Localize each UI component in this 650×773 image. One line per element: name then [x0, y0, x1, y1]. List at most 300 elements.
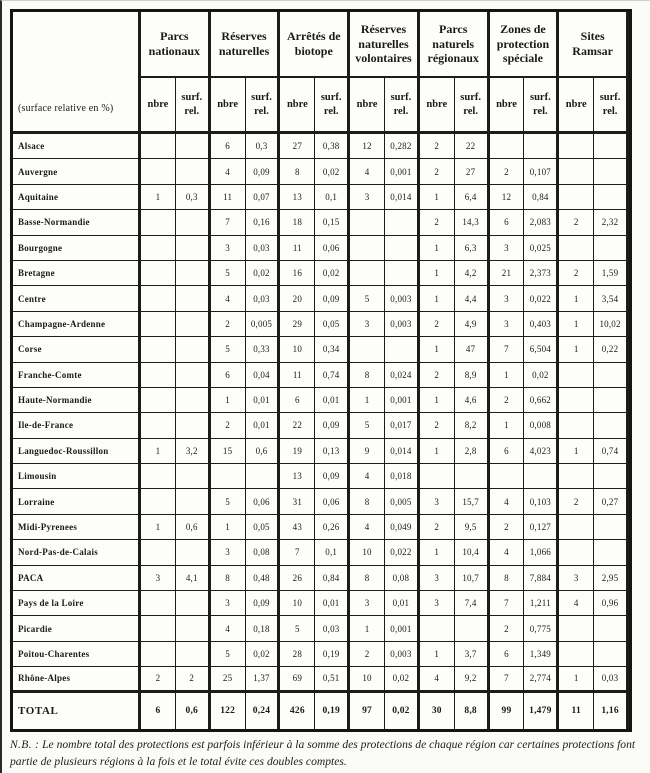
column-group-header: Arrêtés de biotope	[280, 12, 350, 78]
data-cell: 15,7	[455, 489, 490, 514]
data-cell: 0,13	[315, 439, 350, 464]
data-cell: 0,48	[246, 566, 281, 591]
data-cell: 0,003	[385, 312, 420, 337]
data-cell: 0,84	[524, 185, 559, 210]
data-cell	[594, 363, 629, 388]
data-cell: 6,3	[455, 236, 490, 261]
data-cell: 0,15	[315, 210, 350, 235]
region-label: Midi-Pyrenees	[13, 515, 141, 540]
data-cell: 2	[559, 489, 594, 514]
data-cell: 2,774	[524, 667, 559, 692]
data-cell: 0,02	[385, 667, 420, 692]
data-cell: 2	[559, 210, 594, 235]
data-cell: 1	[420, 388, 455, 413]
data-cell: 0,03	[594, 667, 629, 692]
data-cell: 1	[420, 286, 455, 311]
data-cell: 4,9	[455, 312, 490, 337]
data-cell	[141, 261, 176, 286]
total-cell: 1,479	[524, 693, 559, 729]
data-cell	[594, 134, 629, 159]
region-label: Alsace	[13, 134, 141, 159]
data-cell: 7,4	[455, 591, 490, 616]
total-cell: 0,02	[385, 693, 420, 729]
nb-note	[10, 737, 644, 771]
data-cell: 0,02	[315, 159, 350, 184]
data-cell: 1	[211, 515, 246, 540]
data-cell	[350, 236, 385, 261]
data-cell: 13	[280, 185, 315, 210]
data-cell: 7	[280, 540, 315, 565]
data-cell: 1	[420, 236, 455, 261]
data-cell: 26	[280, 566, 315, 591]
data-cell	[141, 337, 176, 362]
data-cell: 0,08	[385, 566, 420, 591]
data-cell: 3	[350, 185, 385, 210]
data-cell: 4	[420, 667, 455, 692]
data-cell	[559, 388, 594, 413]
data-cell: 0,09	[315, 286, 350, 311]
region-label: Languedoc-Roussillon	[13, 439, 141, 464]
data-cell: 2	[420, 159, 455, 184]
data-cell	[420, 464, 455, 489]
data-cell	[385, 261, 420, 286]
region-label: Corse	[13, 337, 141, 362]
data-cell	[176, 210, 211, 235]
data-cell: 8,2	[455, 413, 490, 438]
region-label: Picardie	[13, 616, 141, 641]
data-cell: 0,07	[246, 185, 281, 210]
data-cell: 31	[280, 489, 315, 514]
data-cell: 2	[420, 134, 455, 159]
data-cell: 0,33	[246, 337, 281, 362]
data-cell: 2,32	[594, 210, 629, 235]
data-cell: 4	[211, 159, 246, 184]
data-cell: 1	[490, 413, 525, 438]
subheader-nbre: nbre	[559, 78, 594, 134]
data-cell	[176, 413, 211, 438]
data-cell	[559, 134, 594, 159]
data-cell: 1	[211, 388, 246, 413]
data-cell	[420, 616, 455, 641]
data-cell: 10	[280, 591, 315, 616]
data-cell: 0,02	[246, 642, 281, 667]
data-cell	[385, 337, 420, 362]
data-cell	[559, 464, 594, 489]
column-group-header: Réserves naturelles volontaires	[350, 12, 420, 78]
data-cell	[141, 236, 176, 261]
data-cell: 2	[350, 642, 385, 667]
subheader-surf-rel: surf. rel.	[524, 78, 559, 134]
data-cell: 14,3	[455, 210, 490, 235]
region-label: PACA	[13, 566, 141, 591]
data-cell: 0,09	[315, 464, 350, 489]
data-cell: 3	[420, 591, 455, 616]
data-cell: 3,54	[594, 286, 629, 311]
data-cell: 47	[455, 337, 490, 362]
data-cell: 5	[211, 642, 246, 667]
data-cell: 0,014	[385, 439, 420, 464]
nb-text: Le nombre total des protections est parfois inférieur à la somme des protections de chaque région car certaines protections font partie de plusieurs régions à la fois et le total évite ces doubles comptes.	[10, 738, 636, 768]
data-cell: 6	[490, 642, 525, 667]
data-cell: 5	[350, 413, 385, 438]
total-cell: 99	[490, 693, 525, 729]
data-cell: 2	[559, 261, 594, 286]
data-cell: 3	[490, 236, 525, 261]
data-cell: 0,001	[385, 616, 420, 641]
data-cell: 4,1	[176, 566, 211, 591]
data-cell	[176, 489, 211, 514]
data-cell: 1,349	[524, 642, 559, 667]
data-cell: 0,02	[524, 363, 559, 388]
data-cell: 5	[211, 337, 246, 362]
data-cell: 0,27	[594, 489, 629, 514]
data-cell: 1	[420, 540, 455, 565]
total-cell: 1,16	[594, 693, 629, 729]
data-cell: 0,017	[385, 413, 420, 438]
data-cell: 18	[280, 210, 315, 235]
data-cell	[176, 337, 211, 362]
data-cell: 0,01	[246, 388, 281, 413]
data-cell: 4	[211, 286, 246, 311]
data-cell: 0,05	[246, 515, 281, 540]
data-cell: 6	[211, 134, 246, 159]
data-cell: 0,022	[524, 286, 559, 311]
data-cell: 0,19	[315, 642, 350, 667]
data-cell: 1	[141, 439, 176, 464]
subheader-nbre: nbre	[420, 78, 455, 134]
data-cell	[490, 134, 525, 159]
data-cell: 0,1	[315, 540, 350, 565]
region-label: Aquitaine	[13, 185, 141, 210]
data-cell: 0,01	[385, 591, 420, 616]
data-cell: 0,005	[246, 312, 281, 337]
data-cell	[350, 210, 385, 235]
data-cell: 0,38	[315, 134, 350, 159]
data-cell: 0,09	[315, 413, 350, 438]
data-cell: 4	[211, 616, 246, 641]
data-cell	[141, 363, 176, 388]
data-cell	[594, 185, 629, 210]
data-cell	[141, 642, 176, 667]
data-cell	[559, 515, 594, 540]
data-cell: 19	[280, 439, 315, 464]
data-cell: 1,59	[594, 261, 629, 286]
data-cell: 11	[211, 185, 246, 210]
data-cell	[559, 363, 594, 388]
data-cell: 2,083	[524, 210, 559, 235]
data-cell: 0,01	[315, 388, 350, 413]
data-cell: 0,22	[594, 337, 629, 362]
data-cell	[246, 464, 281, 489]
column-group-header: Parcs naturels régionaux	[420, 12, 490, 78]
data-cell: 11	[280, 236, 315, 261]
data-cell: 0,06	[315, 236, 350, 261]
data-cell: 0,09	[246, 591, 281, 616]
data-cell: 28	[280, 642, 315, 667]
data-cell: 1	[420, 261, 455, 286]
subheader-surf-rel: surf. rel.	[594, 78, 629, 134]
data-cell	[141, 159, 176, 184]
data-cell	[559, 236, 594, 261]
data-cell: 20	[280, 286, 315, 311]
data-cell: 0,3	[246, 134, 281, 159]
data-cell: 2	[420, 413, 455, 438]
data-cell: 0,403	[524, 312, 559, 337]
subheader-surf-rel: surf. rel.	[315, 78, 350, 134]
data-cell: 3	[559, 566, 594, 591]
data-cell: 6	[211, 363, 246, 388]
data-cell: 16	[280, 261, 315, 286]
data-cell: 0,03	[246, 286, 281, 311]
data-cell: 0,05	[315, 312, 350, 337]
data-cell	[350, 261, 385, 286]
data-cell	[559, 616, 594, 641]
data-cell	[141, 616, 176, 641]
region-label: Ile-de-France	[13, 413, 141, 438]
nb-prefix: N.B. :	[10, 738, 40, 751]
data-cell: 7	[211, 210, 246, 235]
data-cell: 8	[350, 566, 385, 591]
data-cell: 22	[280, 413, 315, 438]
data-cell: 0,008	[524, 413, 559, 438]
data-cell: 3	[211, 591, 246, 616]
data-cell: 1	[490, 363, 525, 388]
data-cell: 2	[420, 515, 455, 540]
data-cell	[176, 286, 211, 311]
data-cell: 1	[141, 515, 176, 540]
data-cell: 2	[420, 210, 455, 235]
data-cell: 22	[455, 134, 490, 159]
region-label: Franche-Comte	[13, 363, 141, 388]
total-cell: 30	[420, 693, 455, 729]
data-cell: 11	[280, 363, 315, 388]
data-cell	[176, 159, 211, 184]
data-cell	[559, 540, 594, 565]
subheader-nbre: nbre	[490, 78, 525, 134]
data-cell	[176, 312, 211, 337]
surface-relative-label: (surface relative en %)	[13, 12, 141, 134]
data-cell: 0,775	[524, 616, 559, 641]
data-cell: 7	[490, 667, 525, 692]
column-group-header: Réserves naturelles	[211, 12, 281, 78]
data-cell: 3	[490, 312, 525, 337]
total-cell: 0,19	[315, 693, 350, 729]
data-cell	[594, 540, 629, 565]
data-cell	[176, 591, 211, 616]
data-cell: 0,049	[385, 515, 420, 540]
data-cell: 6	[490, 439, 525, 464]
data-cell: 10,02	[594, 312, 629, 337]
data-cell: 8	[211, 566, 246, 591]
data-cell: 8	[280, 159, 315, 184]
data-cell: 8	[490, 566, 525, 591]
data-cell: 2	[176, 667, 211, 692]
data-cell: 0,107	[524, 159, 559, 184]
data-cell: 1,066	[524, 540, 559, 565]
data-cell: 3	[350, 591, 385, 616]
data-cell	[176, 236, 211, 261]
data-cell	[559, 642, 594, 667]
data-cell: 4	[350, 159, 385, 184]
data-cell	[176, 261, 211, 286]
data-cell: 6	[280, 388, 315, 413]
data-cell: 0,01	[315, 591, 350, 616]
data-cell	[141, 286, 176, 311]
data-cell: 0,003	[385, 642, 420, 667]
data-cell: 2	[490, 388, 525, 413]
data-cell: 7,884	[524, 566, 559, 591]
data-cell	[141, 134, 176, 159]
data-cell: 1	[350, 388, 385, 413]
data-cell: 3	[211, 540, 246, 565]
data-cell: 12	[350, 134, 385, 159]
data-cell: 10	[280, 337, 315, 362]
data-cell: 0,005	[385, 489, 420, 514]
data-cell: 21	[490, 261, 525, 286]
data-cell: 4,023	[524, 439, 559, 464]
data-cell	[176, 616, 211, 641]
total-cell: 426	[280, 693, 315, 729]
data-cell: 5	[211, 489, 246, 514]
data-cell: 25	[211, 667, 246, 692]
data-cell: 0,03	[315, 616, 350, 641]
data-cell	[350, 337, 385, 362]
data-cell: 0,103	[524, 489, 559, 514]
subheader-surf-rel: surf. rel.	[455, 78, 490, 134]
data-cell	[594, 159, 629, 184]
data-cell: 1	[420, 337, 455, 362]
data-cell: 0,74	[315, 363, 350, 388]
data-cell: 10	[350, 540, 385, 565]
data-cell	[385, 236, 420, 261]
data-cell: 2,8	[455, 439, 490, 464]
data-cell: 9	[350, 439, 385, 464]
region-label: Limousin	[13, 464, 141, 489]
region-label: Haute-Normandie	[13, 388, 141, 413]
data-cell: 0,001	[385, 388, 420, 413]
region-label: Bourgogne	[13, 236, 141, 261]
data-cell	[141, 540, 176, 565]
data-cell	[559, 159, 594, 184]
subheader-nbre: nbre	[141, 78, 176, 134]
data-cell: 2,373	[524, 261, 559, 286]
subheader-nbre: nbre	[211, 78, 246, 134]
data-cell: 27	[280, 134, 315, 159]
data-cell: 0,02	[315, 261, 350, 286]
data-cell: 8	[350, 489, 385, 514]
data-cell: 0,04	[246, 363, 281, 388]
subheader-surf-rel: surf. rel.	[176, 78, 211, 134]
data-cell: 0,014	[385, 185, 420, 210]
data-cell: 0,01	[246, 413, 281, 438]
data-cell	[594, 413, 629, 438]
total-cell: 8,8	[455, 693, 490, 729]
data-cell: 10,4	[455, 540, 490, 565]
data-cell: 0,06	[246, 489, 281, 514]
subheader-surf-rel: surf. rel.	[385, 78, 420, 134]
data-cell: 4	[350, 515, 385, 540]
data-cell: 1,211	[524, 591, 559, 616]
data-cell	[559, 413, 594, 438]
data-cell	[141, 413, 176, 438]
data-cell: 2	[141, 667, 176, 692]
data-cell: 6,504	[524, 337, 559, 362]
subheader-nbre: nbre	[280, 78, 315, 134]
data-cell: 1	[559, 667, 594, 692]
data-cell	[141, 464, 176, 489]
data-cell: 3	[420, 489, 455, 514]
data-cell: 3,2	[176, 439, 211, 464]
data-cell: 2	[420, 312, 455, 337]
region-label: Centre	[13, 286, 141, 311]
region-label: Lorraine	[13, 489, 141, 514]
data-cell: 10	[350, 667, 385, 692]
subheader-nbre: nbre	[350, 78, 385, 134]
data-cell: 5	[211, 261, 246, 286]
region-label: Pays de la Loire	[13, 591, 141, 616]
data-cell: 4,4	[455, 286, 490, 311]
data-cell	[559, 185, 594, 210]
data-cell: 4	[350, 464, 385, 489]
data-cell: 1	[559, 439, 594, 464]
data-cell	[524, 134, 559, 159]
data-cell: 2	[490, 515, 525, 540]
data-cell: 2	[490, 616, 525, 641]
data-cell: 27	[455, 159, 490, 184]
total-cell: 11	[559, 693, 594, 729]
data-cell	[385, 210, 420, 235]
data-cell: 1	[141, 185, 176, 210]
data-cell: 4	[490, 540, 525, 565]
total-cell: 0,24	[246, 693, 281, 729]
data-cell: 2,95	[594, 566, 629, 591]
data-cell: 0,51	[315, 667, 350, 692]
data-cell: 29	[280, 312, 315, 337]
data-cell	[176, 388, 211, 413]
data-cell: 43	[280, 515, 315, 540]
data-cell: 4,2	[455, 261, 490, 286]
data-cell: 1	[350, 616, 385, 641]
data-cell: 0,6	[176, 515, 211, 540]
data-cell: 3,7	[455, 642, 490, 667]
data-cell: 3	[490, 286, 525, 311]
data-cell	[176, 464, 211, 489]
data-cell: 0,127	[524, 515, 559, 540]
data-cell: 5	[350, 286, 385, 311]
column-group-header: Parcs nationaux	[141, 12, 211, 78]
data-cell: 0,74	[594, 439, 629, 464]
protections-table	[10, 9, 632, 732]
data-cell: 2	[211, 413, 246, 438]
data-cell: 1,37	[246, 667, 281, 692]
data-cell: 0,018	[385, 464, 420, 489]
data-cell: 3	[141, 566, 176, 591]
data-cell: 3	[211, 236, 246, 261]
data-cell: 8,9	[455, 363, 490, 388]
data-cell: 0,282	[385, 134, 420, 159]
data-cell: 1	[559, 337, 594, 362]
data-cell	[211, 464, 246, 489]
data-cell: 0,024	[385, 363, 420, 388]
data-cell: 0,26	[315, 515, 350, 540]
data-cell	[594, 616, 629, 641]
data-cell	[594, 464, 629, 489]
data-cell	[141, 591, 176, 616]
data-cell: 0,3	[176, 185, 211, 210]
data-cell	[141, 312, 176, 337]
data-cell: 10,7	[455, 566, 490, 591]
data-cell: 2	[490, 159, 525, 184]
